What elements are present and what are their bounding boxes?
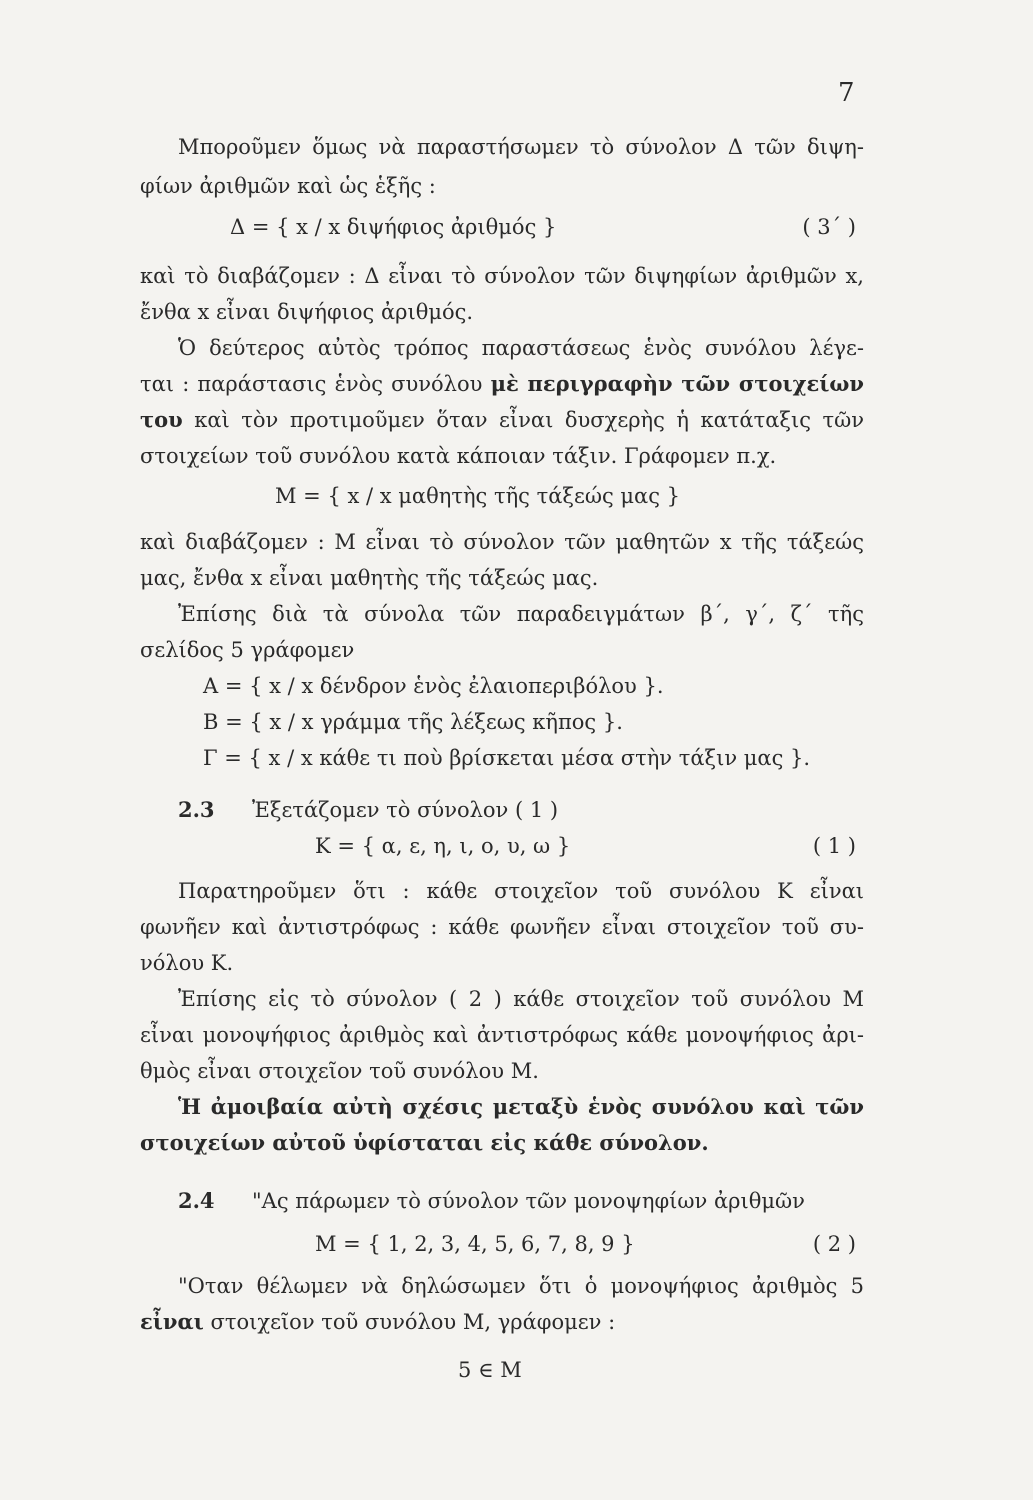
section-text: "Ας πάρωμεν τὸ σύνολον τῶν μονοψηφίων ἀριθμῶν <box>252 1189 805 1213</box>
text-line: καὶ διαβάζομεν : Μ εἶναι τὸ σύνολον τῶν μαθητῶν x τῆς τάξεώς <box>140 530 864 554</box>
section-number <box>178 796 215 824</box>
text-line: Μποροῦμεν ὅμως νὰ παραστήσωμεν τὸ σύνολον Δ τῶν διψη- <box>178 135 864 159</box>
text-line <box>140 406 864 434</box>
text-line: στοιχείων τοῦ συνόλου κατὰ κάποιαν τάξιν. Γράφομεν π.χ. <box>140 444 777 468</box>
section-number <box>178 1187 215 1215</box>
equation-tag: ( 3΄ ) <box>802 215 856 239</box>
text-line: ἔνθα x εἶναι διψήφιος ἀριθμός. <box>140 300 474 324</box>
text-run: καὶ τὸν προτιμοῦμεν ὅταν εἶναι δυσχερὴς ἡ κατάταξις τῶν <box>194 408 864 432</box>
text-line: Ἐπίσης εἰς τὸ σύνολον ( 2 ) κάθε στοιχεῖον τοῦ συνόλου Μ <box>178 987 864 1011</box>
formula-text: Δ = { x / x διψήφιος ἀριθμός } <box>230 215 557 239</box>
section-text: Ἐξετάζομεν τὸ σύνολον ( 1 ) <box>252 798 559 822</box>
text-line: "Οταν θέλωμεν νὰ δηλώσωμεν ὅτι ὁ μονοψήφιος ἀριθμὸς 5 <box>178 1274 864 1298</box>
bold-statement: στοιχείων αὐτοῦ ὑφίσταται εἰς κάθε σύνολον. <box>140 1130 709 1155</box>
formula-text: Μ = { x / x μαθητὴς τῆς τάξεώς μας } <box>275 484 681 508</box>
equation-tag: ( 2 ) <box>812 1232 856 1256</box>
formula-text: Κ = { α, ε, η, ι, ο, υ, ω } <box>315 834 571 858</box>
formula-text: 5 ∈ Μ <box>458 1358 522 1382</box>
formula-text: Γ = { x / x κάθε τι ποὺ βρίσκεται μέσα στὴν τάξιν μας }. <box>203 746 811 770</box>
text-line: σελίδος 5 γράφομεν <box>140 638 355 662</box>
equation-tag: ( 1 ) <box>812 834 856 858</box>
text-line: νόλου Κ. <box>140 951 234 975</box>
text-run: στοιχεῖον τοῦ συνόλου Μ, γράφομεν : <box>210 1310 616 1334</box>
text-line: Παρατηροῦμεν ὅτι : κάθε στοιχεῖον τοῦ συνόλου Κ εἶναι <box>178 879 864 903</box>
text-line: Ὁ δεύτερος αὐτὸς τρόπος παραστάσεως ἑνὸς συνόλου λέγε- <box>178 336 864 360</box>
section-number-text: 2.3 <box>178 797 215 822</box>
formula-text: Μ = { 1, 2, 3, 4, 5, 6, 7, 8, 9 } <box>315 1232 635 1256</box>
text-line: καὶ τὸ διαβάζομεν : Δ εἶναι τὸ σύνολον τῶν διψηφίων ἀριθμῶν x, <box>140 264 864 288</box>
text-run: ται : παράστασις ἑνὸς συνόλου <box>140 372 483 396</box>
bold-statement: Ἡ ἀμοιβαία αὐτὴ σχέσις μεταξὺ ἑνὸς συνόλου καὶ τῶν <box>178 1094 864 1119</box>
bold-text: του <box>140 407 183 432</box>
text-line: εἶναι μονοψήφιος ἀριθμὸς καὶ ἀντιστρόφως κάθε μονοψήφιος ἀρι- <box>140 1023 864 1047</box>
text-line: φωνῆεν καὶ ἀντιστρόφως : κάθε φωνῆεν εἶναι στοιχεῖον τοῦ συ- <box>140 915 864 939</box>
page-number: 7 <box>838 78 855 108</box>
text-line: μας, ἔνθα x εἶναι μαθητὴς τῆς τάξεώς μας. <box>140 566 599 590</box>
text-line: θμὸς εἶναι στοιχεῖον τοῦ συνόλου Μ. <box>140 1059 539 1083</box>
formula-text: Β = { x / x γράμμα τῆς λέξεως κῆπος }. <box>203 710 623 734</box>
text-line: φίων ἀριθμῶν καὶ ὡς ἑξῆς : <box>140 174 436 198</box>
text-line <box>140 370 864 398</box>
bold-text: μὲ περιγραφὴν τῶν στοιχείων <box>490 371 864 396</box>
section-number-text: 2.4 <box>178 1188 215 1213</box>
text-line <box>140 1308 864 1336</box>
formula-text: Α = { x / x δένδρον ἑνὸς ἐλαιοπεριβόλου }. <box>203 674 664 698</box>
bold-text: εἶναι <box>140 1309 204 1334</box>
text-line: Ἐπίσης διὰ τὰ σύνολα τῶν παραδειγμάτων β΄, γ΄, ζ΄ τῆς <box>178 602 864 626</box>
